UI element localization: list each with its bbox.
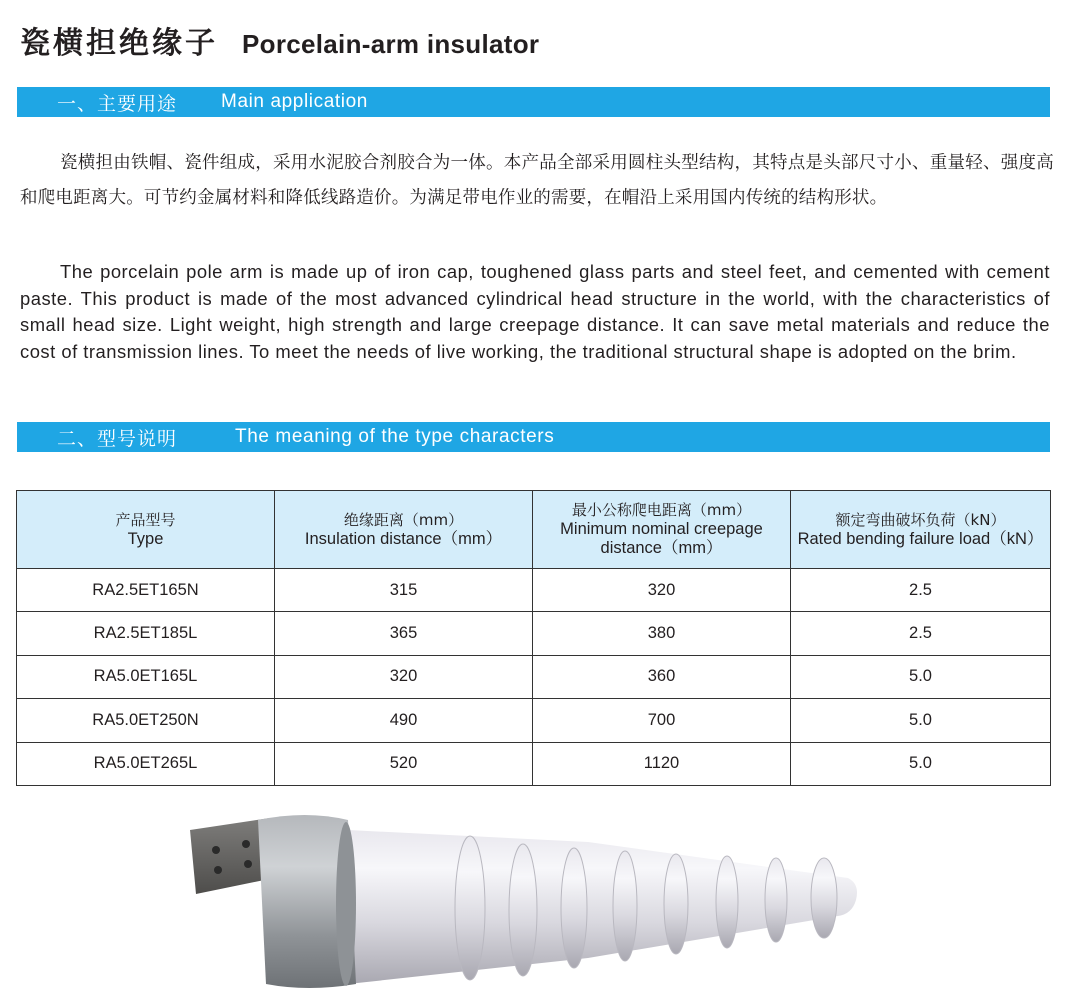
section-header-main-application <box>17 87 1050 117</box>
header-en: Rated bending failure load（kN） <box>797 529 1044 548</box>
cell-creepage: 380 <box>533 612 791 655</box>
header-cn: 额定弯曲破坏负荷（kN） <box>835 510 1006 529</box>
cell-type: RA5.0ET265L <box>17 742 275 785</box>
table-row <box>17 699 1051 742</box>
cell-insulation: 320 <box>275 655 533 698</box>
cell-load: 2.5 <box>791 612 1051 655</box>
header-cn: 产品型号 <box>115 510 176 529</box>
header-en: Insulation distance（mm） <box>304 529 503 548</box>
section-title-en: Main application <box>221 91 368 112</box>
page-title-en: Porcelain-arm insulator <box>242 29 540 59</box>
cell-type: RA2.5ET165N <box>17 569 275 612</box>
cell-insulation: 520 <box>275 742 533 785</box>
cell-load: 2.5 <box>791 569 1051 612</box>
table-row <box>17 742 1051 785</box>
cell-load: 5.0 <box>791 742 1051 785</box>
table-row <box>17 569 1051 612</box>
table-header-row <box>17 491 1051 569</box>
header-creepage-distance <box>533 491 791 569</box>
cell-insulation: 365 <box>275 612 533 655</box>
table-row <box>17 655 1051 698</box>
header-en: Type <box>127 529 164 548</box>
cell-load: 5.0 <box>791 655 1051 698</box>
section-header-type-meaning <box>17 422 1050 452</box>
section-title-en: The meaning of the type characters <box>235 426 555 447</box>
spec-table <box>16 490 1051 786</box>
porcelain-arm-insulator-photo <box>188 808 860 993</box>
page-title <box>20 18 540 61</box>
description-en: The porcelain pole arm is made up of iron cap, toughened glass parts and steel feet, and cemented with cement paste. This product is made of the most advanced cylindrical head structure in the world, with the characteristics of small head size. Light weight, high strength and large creepage distance. It can save metal materials and reduce the cost of transmission lines. To meet the needs of live working, the traditional structural shape is adopted on the brim. <box>20 261 1050 362</box>
description-cn: 瓷横担由铁帽、瓷件组成，采用水泥胶合剂胶合为一体。本产品全部采用圆柱头型结构，其特点是头部尺寸小、重量轻、强度高和爬电距离大。可节约金属材料和降低线路造价。为满足带电作业的需要，在帽沿上采用国内传统的结构形状。 <box>20 153 1054 208</box>
header-type <box>17 491 275 569</box>
page-title-cn: 瓷横担绝缘子 <box>20 26 218 61</box>
section-title-cn: 一、主要用途 <box>57 92 178 115</box>
header-bending-load <box>791 491 1051 569</box>
cell-type: RA5.0ET165L <box>17 655 275 698</box>
cell-insulation: 490 <box>275 699 533 742</box>
section-title-cn: 二、型号说明 <box>57 427 178 450</box>
cell-creepage: 1120 <box>533 742 791 785</box>
cell-creepage: 360 <box>533 655 791 698</box>
cell-creepage: 320 <box>533 569 791 612</box>
cell-type: RA2.5ET185L <box>17 612 275 655</box>
header-en: Minimum nominal creepage distance（mm） <box>560 520 763 557</box>
header-cn: 最小公称爬电距离（mm） <box>571 501 752 519</box>
table-row <box>17 612 1051 655</box>
header-insulation-distance <box>275 491 533 569</box>
cell-creepage: 700 <box>533 699 791 742</box>
header-cn: 绝缘距离（mm） <box>343 510 464 529</box>
cell-type: RA5.0ET250N <box>17 699 275 742</box>
cell-load: 5.0 <box>791 699 1051 742</box>
cell-insulation: 315 <box>275 569 533 612</box>
